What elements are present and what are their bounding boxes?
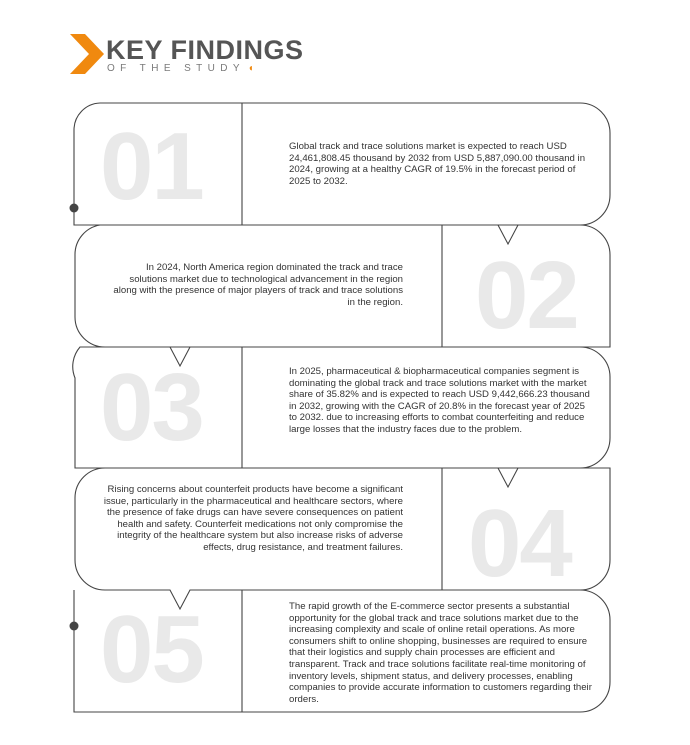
finding-number-2: 02	[475, 242, 578, 349]
page-subtitle: OF THE STUDY ◖	[107, 63, 254, 74]
dot-icon: ◖	[244, 63, 254, 74]
page-title: KEY FINDINGS	[106, 35, 304, 65]
finding-number-1: 01	[100, 113, 203, 220]
timeline-start-dot-icon	[70, 204, 79, 213]
timeline-end-dot-icon	[70, 622, 79, 631]
finding-text-3: In 2025, pharmaceutical & biopharmaceutical companies segment is dominating the global track and trace solutions market with the market share of 35.82% and is expected to reach USD 9,442,666.23 thousand in 2032, growing with the CAGR of 20.8% in the forecast year of 2025 to 2032. due to increasing efforts to combat counterfeiting and reduce large losses that the industry faces due to the problem.	[289, 366, 590, 435]
finding-number-3: 03	[100, 354, 203, 461]
finding-text-1: Global track and trace solutions market is expected to reach USD 24,461,808.45 thousand by 2032 from USD 5,887,090.00 thousand in 2024, growing at a healthy CAGR of 19.5% in the forecast period of 2025 to 2032.	[289, 141, 586, 187]
finding-text-5: The rapid growth of the E-commerce sector presents a substantial opportunity for the global track and trace solutions market due to the increasing complexity and scale of online retail operations. As more consumers shift to online shopping, businesses are required to ensure that their logistics and supply chain processes are efficient and transparent. Track and trace solutions facilitate real-time monitoring of inventory levels, shipment status, and delivery processes, enabling companies to provide accurate information to customers regarding their orders.	[289, 601, 592, 705]
finding-text-2: In 2024, North America region dominated the track and trace solutions market due to technological advancement in the region along with the presence of major players of track and trace solutions in the region.	[113, 262, 403, 308]
finding-number-5: 05	[100, 596, 203, 703]
finding-text-4: Rising concerns about counterfeit products have become a significant issue, particularly in the pharmaceutical and healthcare sectors, where the presence of fake drugs can have severe consequences on patient health and safety. Counterfeit medications not only compromise the integrity of the healthcare system but also increase risks of adverse effects, drug resistance, and treatment failures.	[103, 484, 403, 553]
finding-number-4: 04	[468, 490, 571, 597]
